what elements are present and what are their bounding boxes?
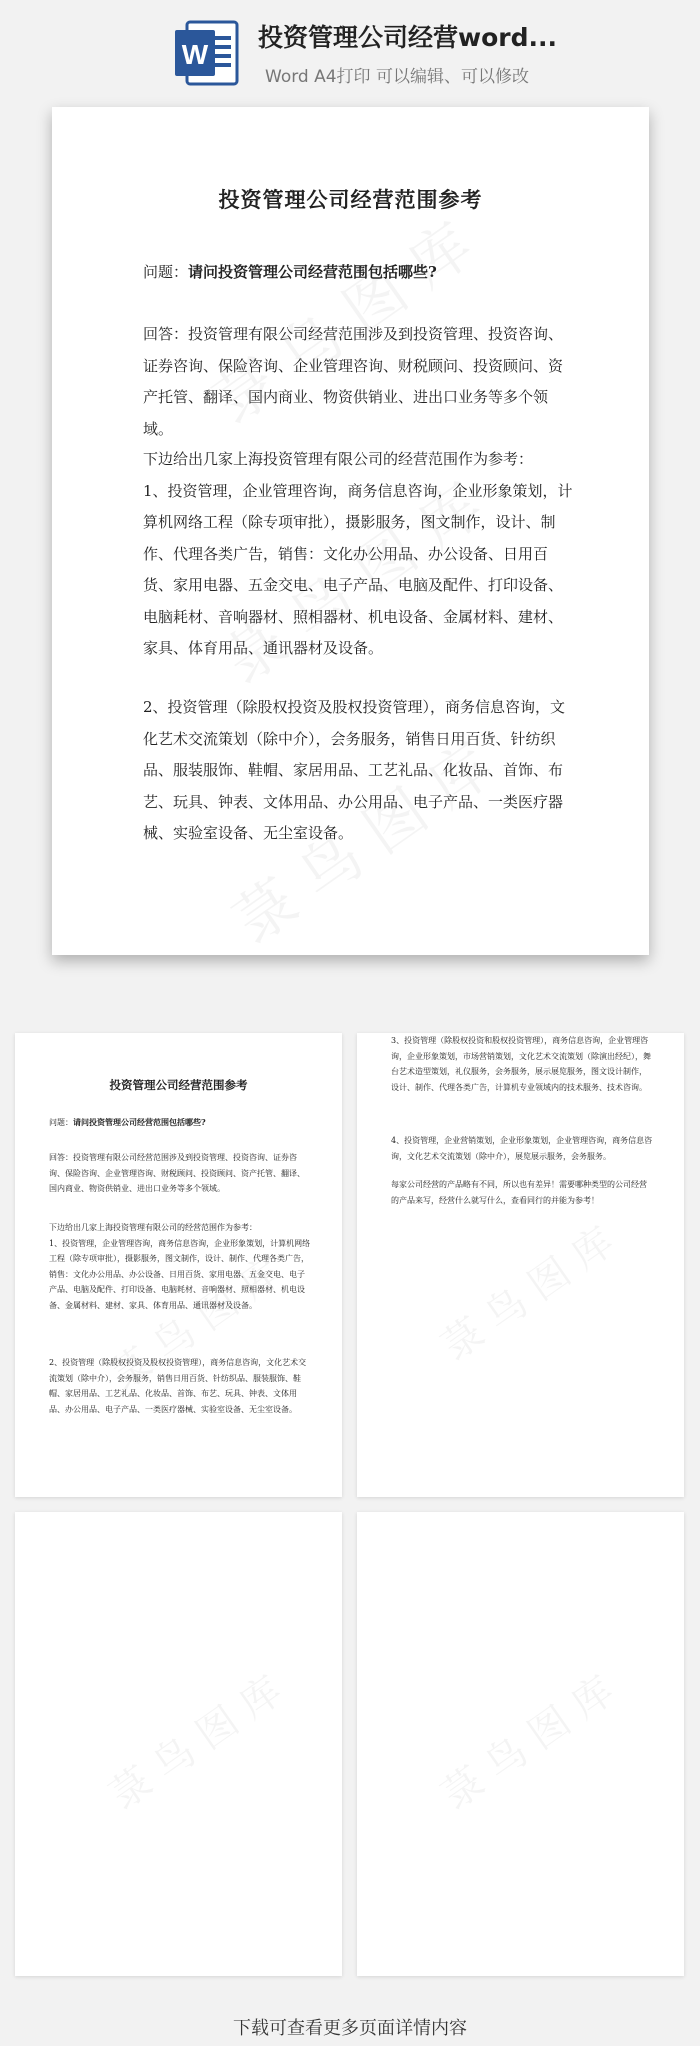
watermark [429,1660,624,1820]
question-text: 请问投资管理公司经营范围包括哪些? [188,263,437,281]
thumb-item3: 3、投资管理（除股权投资和股权投资管理），商务信息咨询，企业管理咨询，企业形象策划，市场营销策划，文化艺术交流策划（除演出经纪），舞台艺术造型策划，礼仪服务，会务服务，展示展览服务，图文设计制作，设计、制作、代理各类广告，计算机专业领域内的技术服务、技术咨询。 [391,1036,651,1092]
thumb-closing: 每家公司经营的产品略有不同，所以也有差异！需要哪种类型的公司经营的产品来写，经营什么就写什么，查看同行的并能为参考！ [391,1180,647,1205]
thumb-answer: 回答：投资管理有限公司经营范围涉及到投资管理、投资咨询、证券咨询、保险咨询、企业管理咨询、财税顾问、投资顾问、资产托管、翻译、国内商业、物资供销业、进出口业务等多个领域。 [49,1153,305,1193]
thumb-item1: 1、投资管理，企业管理咨询，商务信息咨询，企业形象策划，计算机网络工程（除专项审批），摄影服务，图文制作，设计、制作、代理各类广告，销售：文化办公用品、办公设备、日用百货、家用电器、五金交电、电子产品、电脑及配件、打印设备、电脑耗材、音响器材、照相器材、机电设备、金属材料、建材、家具、体育用品、通讯器材及设备。 [49,1238,311,1310]
thumb-title: 投资管理公司经营范围参考 [109,1078,248,1092]
download-more-text[interactable]: 下载可查看更多页面详情内容 [233,2018,467,2039]
page-thumbnail-4[interactable] [357,1512,684,1976]
item1-paragraph: 1、投资管理，企业管理咨询，商务信息咨询，企业形象策划，计算机网络工程（除专项审批），摄影服务，图文制作，设计、制作、代理各类广告，销售：文化办公用品、办公设备、日用百货、家用电器、五金交电、电子产品、电脑及配件、打印设备、电脑耗材、音响器材、照相器材、机电设备、金属材料、建材、家具、体育用品、通讯器材及设备。 [143,481,573,657]
page-thumbnail-2[interactable] [357,1033,684,1497]
thumb-question-label: 问题： [49,1118,73,1127]
answer-paragraph: 回答：投资管理有限公司经营范围涉及到投资管理、投资咨询、证券咨询、保险咨询、企业管理咨询、财税顾问、投资顾问、资产托管、翻译、国内商业、物资供销业、进出口业务等多个领域。 [143,325,564,438]
word-document-icon [173,20,239,86]
thumb-item2: 2、投资管理（除股权投资及股权投资管理），商务信息咨询，文化艺术交流策划（除中介），会务服务，销售日用百货、针纺织品、服装服饰、鞋帽、家居用品、工艺礼品、化妆品、首饰、布艺、玩具、钟表、文体用品、办公用品、电子产品、一类医疗器械、实验室设备、无尘室设备。 [49,1358,307,1414]
question [143,261,437,282]
thumb-question-text: 请问投资管理公司经营范围包括哪些? [73,1117,206,1127]
watermark [97,1660,292,1820]
question-label: 问题： [143,263,189,281]
thumb-item4: 4、投资管理，企业营销策划，企业形象策划，企业管理咨询，商务信息咨询，文化艺术交流策划（除中介），展览展示服务，会务服务。 [391,1136,653,1161]
header-title: 投资管理公司经营word... [258,23,557,52]
page-thumbnail-3[interactable] [15,1512,342,1976]
header-subtitle: Word A4打印 可以编辑、可以修改 [265,67,529,87]
thumb-intro-item1 [49,1220,311,1313]
page-thumbnail-1[interactable] [15,1033,342,1497]
item2-paragraph: 2、投资管理（除股权投资及股权投资管理），商务信息咨询，文化艺术交流策划（除中介），会务服务，销售日用百货、针纺织品、服装服饰、鞋帽、家居用品、工艺礼品、化妆品、首饰、布艺、玩具、钟表、文体用品、办公用品、电子产品、一类医疗器械、实验室设备、无尘室设备。 [143,698,566,842]
intro-and-item1 [143,444,573,665]
thumb-intro: 下边给出几家上海投资管理有限公司的经营范围作为参考： [49,1223,257,1232]
document-title: 投资管理公司经营范围参考 [218,187,483,212]
thumb-question [49,1117,206,1128]
watermark [429,1211,624,1371]
word-icon-letter: W [181,39,209,70]
intro-paragraph: 下边给出几家上海投资管理有限公司的经营范围作为参考： [143,450,534,468]
header [0,0,700,100]
document-page-preview [52,107,649,955]
